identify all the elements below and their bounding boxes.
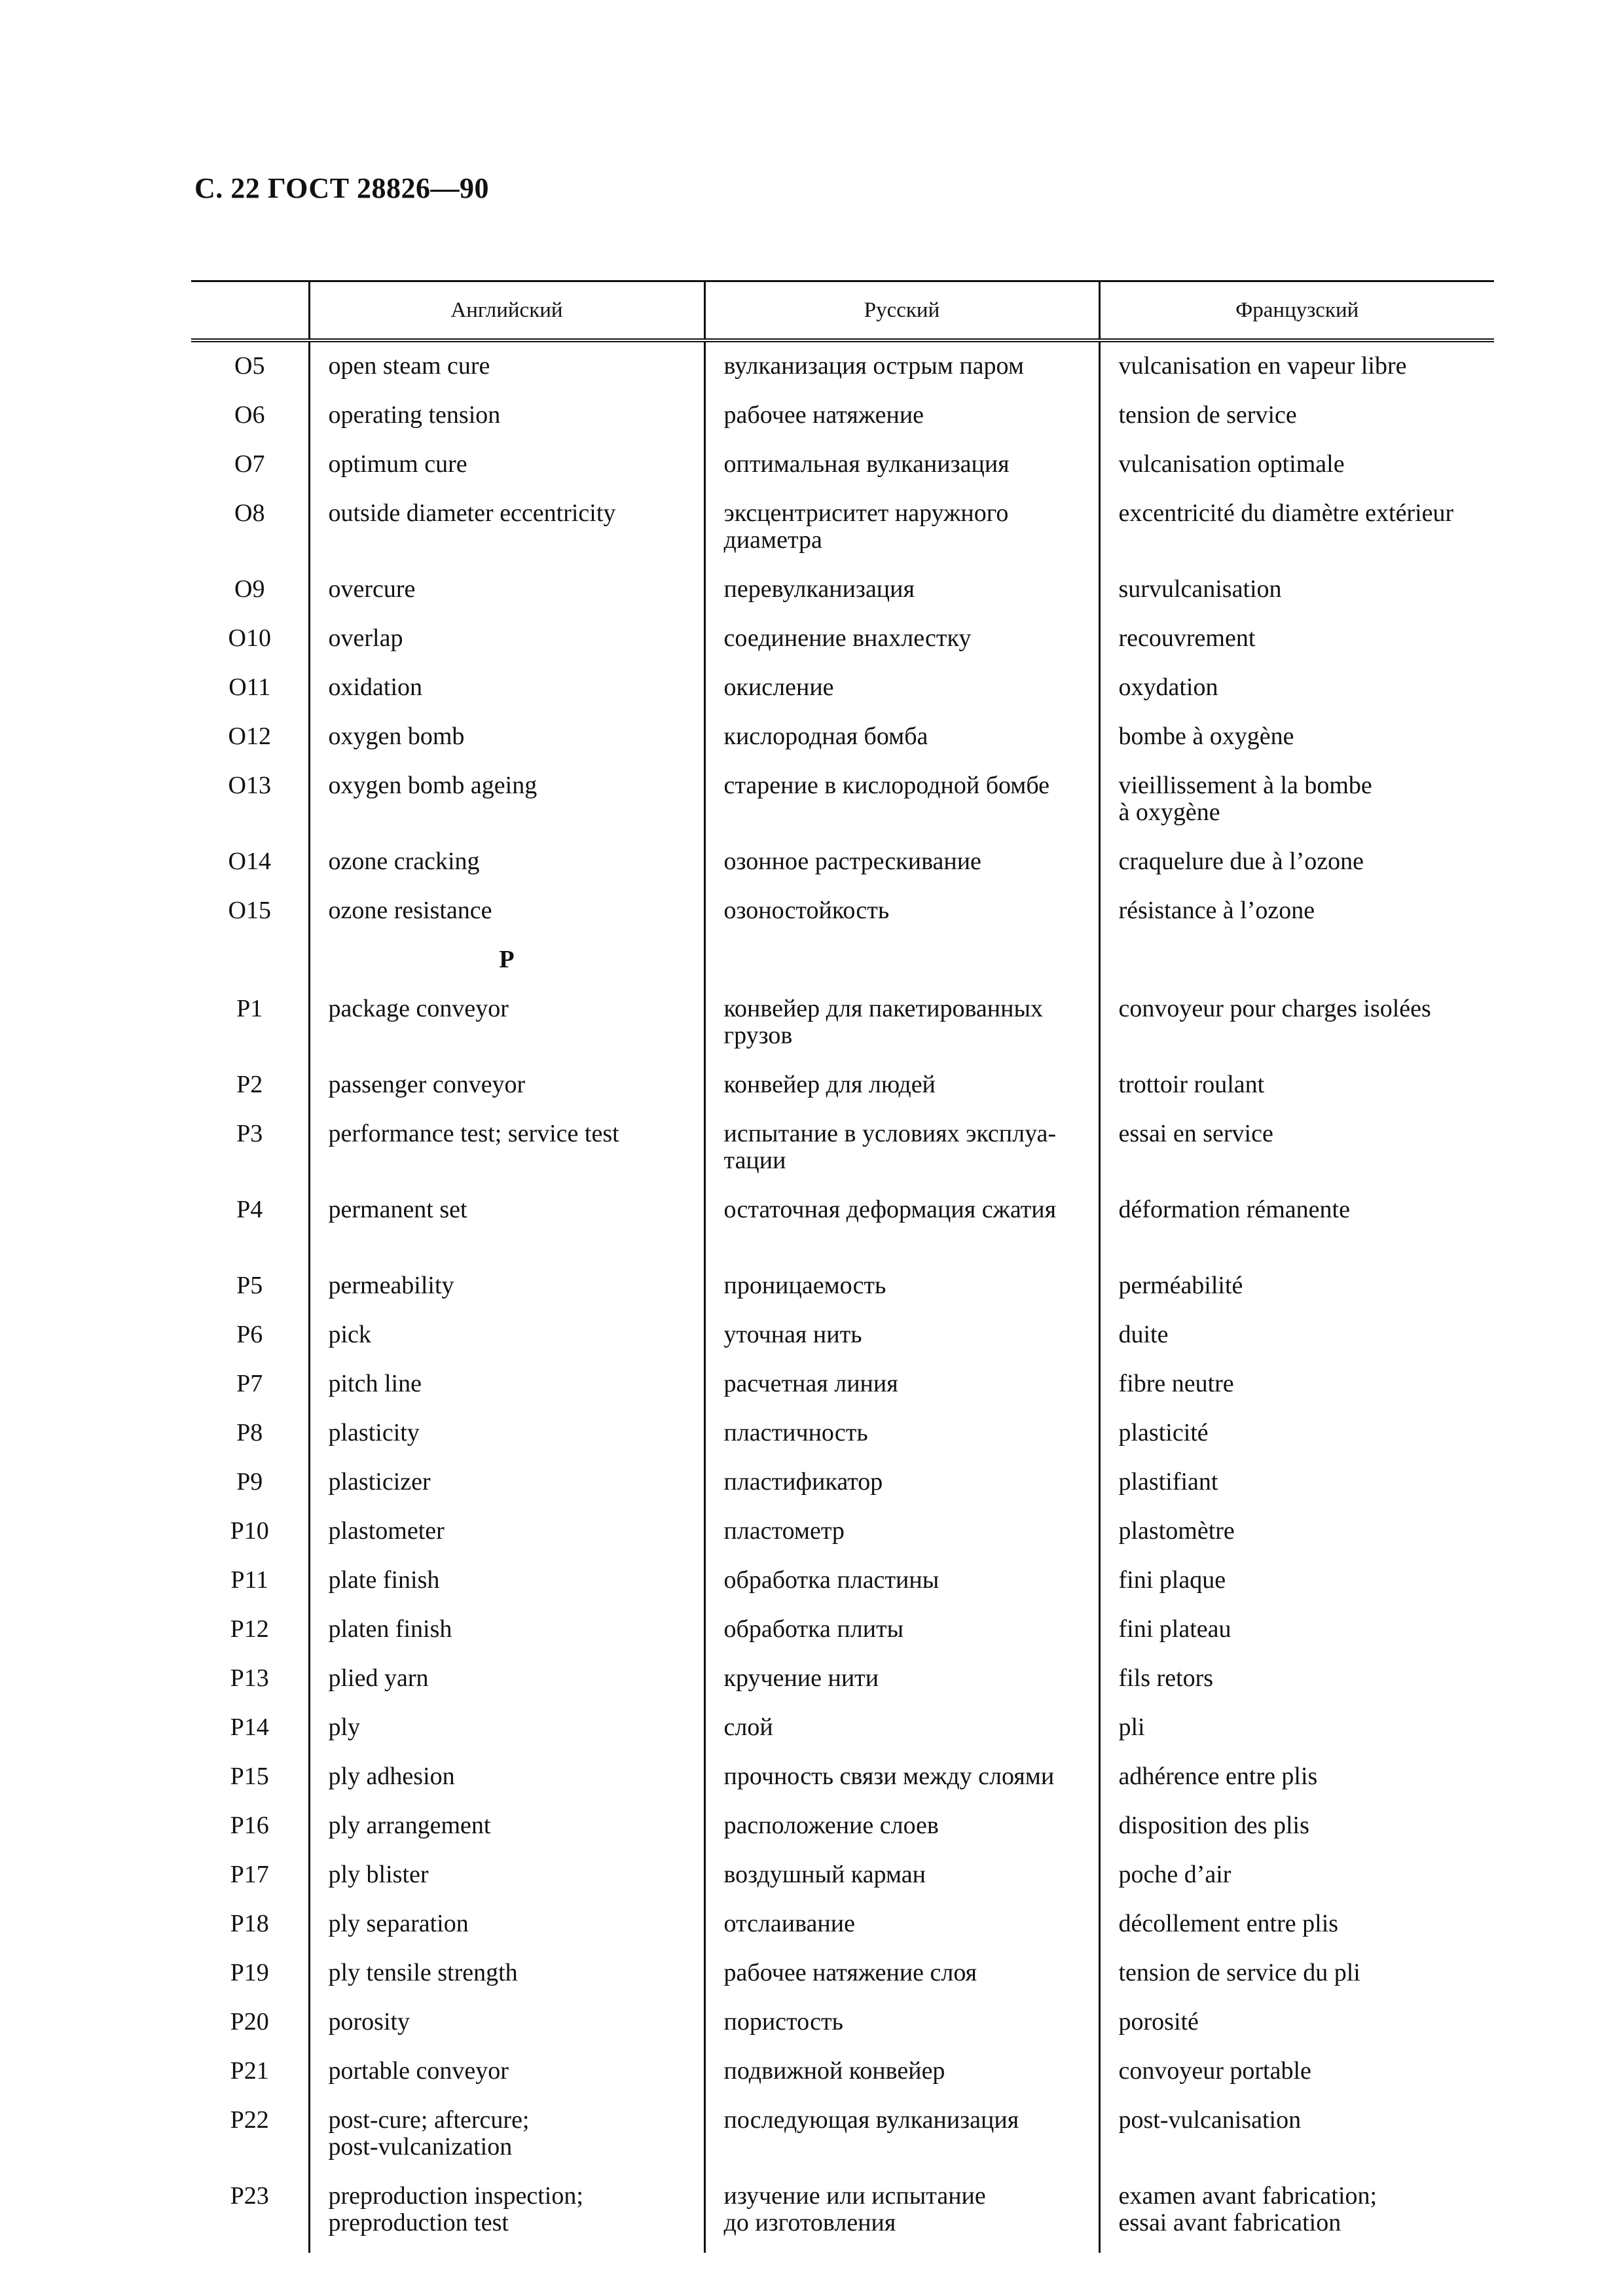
term-french: poche d’air <box>1099 1856 1494 1905</box>
term-code: O15 <box>228 897 271 924</box>
term-english: operating tension <box>309 396 704 445</box>
table-row <box>191 1463 1494 1512</box>
section-code-cell <box>191 941 309 990</box>
term-russian: рабочее натяжение слоя <box>704 1954 1099 2003</box>
term-french: oxydation <box>1099 668 1494 717</box>
term-french: fini plateau <box>1099 1610 1494 1659</box>
term-french: pli <box>1099 1708 1494 1757</box>
table-row <box>191 1757 1494 1806</box>
term-french: fils retors <box>1099 1659 1494 1708</box>
table-row <box>191 1191 1494 1266</box>
term-english: ozone cracking <box>309 842 704 891</box>
term-russian: пористость <box>704 2003 1099 2052</box>
term-russian: пластичность <box>704 1414 1099 1463</box>
term-english: ply tensile strength <box>309 1954 704 2003</box>
term-english: ply arrangement <box>309 1806 704 1856</box>
table-row <box>191 340 1494 396</box>
term-code: O11 <box>228 673 271 701</box>
table-row <box>191 1905 1494 1954</box>
table-row <box>191 1512 1494 1561</box>
term-code: P13 <box>230 1664 269 1692</box>
term-french: duite <box>1099 1316 1494 1365</box>
table-row <box>191 2052 1494 2101</box>
term-french: déformation rémanente <box>1099 1191 1494 1266</box>
table-row <box>191 494 1494 570</box>
term-english: outside diameter eccentricity <box>309 494 704 570</box>
table-row <box>191 766 1494 842</box>
term-french: trottoir roulant <box>1099 1066 1494 1115</box>
table-row <box>191 1561 1494 1610</box>
term-french: excentricité du diamètre extérieur <box>1099 494 1494 570</box>
term-english: preproduction inspection; preproduction test <box>309 2177 704 2253</box>
term-russian: подвижной конвейер <box>704 2052 1099 2101</box>
term-code: O13 <box>228 772 271 799</box>
term-english: overlap <box>309 619 704 668</box>
term-french: convoyeur pour charges isolées <box>1099 990 1494 1066</box>
term-code: P17 <box>230 1861 269 1888</box>
term-french: fini plaque <box>1099 1561 1494 1610</box>
terms-table <box>191 280 1494 2253</box>
table-row <box>191 2003 1494 2052</box>
term-russian: уточная нить <box>704 1316 1099 1365</box>
term-code: P11 <box>230 1566 269 1594</box>
term-french: plasticité <box>1099 1414 1494 1463</box>
table-row <box>191 1610 1494 1659</box>
column-header-russian: Русский <box>704 281 1099 341</box>
term-russian: испытание в условиях эксплуа- тации <box>704 1115 1099 1191</box>
term-english: pitch line <box>309 1365 704 1414</box>
term-english: ply separation <box>309 1905 704 1954</box>
term-russian: расчетная линия <box>704 1365 1099 1414</box>
term-russian: соединение внахлестку <box>704 619 1099 668</box>
term-code: P15 <box>230 1763 269 1790</box>
term-code: P5 <box>236 1272 263 1299</box>
term-russian: проницаемость <box>704 1266 1099 1316</box>
term-russian: рабочее натяжение <box>704 396 1099 445</box>
term-russian: вулканизация острым паром <box>704 340 1099 396</box>
table-row <box>191 1316 1494 1365</box>
term-russian: конвейер для людей <box>704 1066 1099 1115</box>
term-code: P2 <box>236 1071 263 1098</box>
term-english: permeability <box>309 1266 704 1316</box>
term-english: oxygen bomb <box>309 717 704 766</box>
term-english: portable conveyor <box>309 2052 704 2101</box>
term-code: P19 <box>230 1959 269 1986</box>
term-russian: конвейер для пакетированных грузов <box>704 990 1099 1066</box>
table-row <box>191 396 1494 445</box>
table-row <box>191 1066 1494 1115</box>
table-row <box>191 1659 1494 1708</box>
term-french: porosité <box>1099 2003 1494 2052</box>
term-code: P20 <box>230 2008 269 2036</box>
term-french: essai en service <box>1099 1115 1494 1191</box>
term-russian: перевулканизация <box>704 570 1099 619</box>
term-french: examen avant fabrication; essai avant fabrication <box>1099 2177 1494 2253</box>
section-letter: P <box>309 941 704 990</box>
table-row <box>191 842 1494 891</box>
term-code: P18 <box>230 1910 269 1937</box>
term-french: perméabilité <box>1099 1266 1494 1316</box>
term-russian: оптимальная вулканизация <box>704 445 1099 494</box>
term-french: post-vulcanisation <box>1099 2101 1494 2177</box>
term-code: O6 <box>234 401 265 429</box>
table-row <box>191 1806 1494 1856</box>
table-row <box>191 1414 1494 1463</box>
table-row <box>191 717 1494 766</box>
term-french: survulcanisation <box>1099 570 1494 619</box>
table-row <box>191 1954 1494 2003</box>
term-russian: слой <box>704 1708 1099 1757</box>
term-russian: последующая вулканизация <box>704 2101 1099 2177</box>
section-ru-cell <box>704 941 1099 990</box>
term-russian: старение в кислородной бомбе <box>704 766 1099 842</box>
term-code: O10 <box>228 624 271 652</box>
column-header-code <box>191 281 309 341</box>
section-letter-row <box>191 941 1494 990</box>
column-header-french: Французский <box>1099 281 1494 341</box>
term-english: plasticizer <box>309 1463 704 1512</box>
table-row <box>191 619 1494 668</box>
table-row <box>191 2101 1494 2177</box>
term-code: P23 <box>230 2182 269 2210</box>
term-russian: кислородная бомба <box>704 717 1099 766</box>
section-fr-cell <box>1099 941 1494 990</box>
term-code: P21 <box>230 2057 269 2085</box>
terms-table-body <box>191 340 1494 2253</box>
term-code: O8 <box>234 499 265 527</box>
term-code: O9 <box>234 575 265 603</box>
term-french: convoyeur portable <box>1099 2052 1494 2101</box>
term-code: P22 <box>230 2106 269 2134</box>
term-russian: отслаивание <box>704 1905 1099 1954</box>
term-code: P7 <box>236 1370 263 1397</box>
term-english: plastometer <box>309 1512 704 1561</box>
term-english: ply adhesion <box>309 1757 704 1806</box>
term-code: O14 <box>228 848 271 875</box>
term-russian: эксцентриситет наружного диаметра <box>704 494 1099 570</box>
term-english: oxidation <box>309 668 704 717</box>
term-russian: пластометр <box>704 1512 1099 1561</box>
table-row <box>191 1266 1494 1316</box>
term-english: platen finish <box>309 1610 704 1659</box>
term-code: O5 <box>234 352 265 380</box>
table-row <box>191 1708 1494 1757</box>
term-english: ozone resistance <box>309 891 704 941</box>
page-header: С. 22 ГОСТ 28826—90 <box>194 172 490 204</box>
term-english: performance test; service test <box>309 1115 704 1191</box>
table-row <box>191 1856 1494 1905</box>
term-code: P4 <box>236 1196 263 1223</box>
table-row <box>191 1115 1494 1191</box>
term-russian: расположение слоев <box>704 1806 1099 1856</box>
column-header-english: Английский <box>309 281 704 341</box>
term-french: vieillissement à la bombe à oxygène <box>1099 766 1494 842</box>
term-code: P12 <box>230 1615 269 1643</box>
term-russian: обработка плиты <box>704 1610 1099 1659</box>
term-code: P9 <box>236 1468 263 1496</box>
term-russian: озоностойкость <box>704 891 1099 941</box>
term-russian: обработка пластины <box>704 1561 1099 1610</box>
term-russian: пластификатор <box>704 1463 1099 1512</box>
table-row <box>191 990 1494 1066</box>
term-code: P16 <box>230 1812 269 1839</box>
term-french: fibre neutre <box>1099 1365 1494 1414</box>
term-english: oxygen bomb ageing <box>309 766 704 842</box>
term-french: décollement entre plis <box>1099 1905 1494 1954</box>
term-french: tension de service <box>1099 396 1494 445</box>
term-english: open steam cure <box>309 340 704 396</box>
term-french: plastomètre <box>1099 1512 1494 1561</box>
term-code: P3 <box>236 1120 263 1147</box>
table-row <box>191 668 1494 717</box>
term-french: vulcanisation en vapeur libre <box>1099 340 1494 396</box>
term-english: overcure <box>309 570 704 619</box>
term-code: O12 <box>228 723 271 750</box>
term-french: vulcanisation optimale <box>1099 445 1494 494</box>
term-russian: озонное растрескивание <box>704 842 1099 891</box>
term-english: passenger conveyor <box>309 1066 704 1115</box>
term-russian: остаточная деформация сжатия <box>704 1191 1099 1266</box>
term-code: P1 <box>236 995 263 1022</box>
term-russian: окисление <box>704 668 1099 717</box>
term-english: post-cure; aftercure; post-vulcanization <box>309 2101 704 2177</box>
term-code: P6 <box>236 1321 263 1348</box>
term-english: ply blister <box>309 1856 704 1905</box>
term-english: plasticity <box>309 1414 704 1463</box>
term-code: O7 <box>234 450 265 478</box>
term-code: P10 <box>230 1517 269 1545</box>
table-row <box>191 891 1494 941</box>
term-code: P8 <box>236 1419 263 1446</box>
term-french: bombe à oxygène <box>1099 717 1494 766</box>
term-russian: прочность связи между слоями <box>704 1757 1099 1806</box>
term-english: optimum cure <box>309 445 704 494</box>
term-french: plastifiant <box>1099 1463 1494 1512</box>
term-english: pick <box>309 1316 704 1365</box>
table-header-row <box>191 281 1494 341</box>
table-row <box>191 2177 1494 2253</box>
term-french: recouvrement <box>1099 619 1494 668</box>
table-row <box>191 1365 1494 1414</box>
term-english: package conveyor <box>309 990 704 1066</box>
term-russian: воздушный карман <box>704 1856 1099 1905</box>
term-english: porosity <box>309 2003 704 2052</box>
table-row <box>191 445 1494 494</box>
term-french: disposition des plis <box>1099 1806 1494 1856</box>
term-russian: изучение или испытание до изготовления <box>704 2177 1099 2253</box>
term-english: plied yarn <box>309 1659 704 1708</box>
term-french: craquelure due à l’ozone <box>1099 842 1494 891</box>
term-code: P14 <box>230 1713 269 1741</box>
term-english: plate finish <box>309 1561 704 1610</box>
term-english: permanent set <box>309 1191 704 1266</box>
term-french: tension de service du pli <box>1099 1954 1494 2003</box>
table-row <box>191 570 1494 619</box>
term-russian: кручение нити <box>704 1659 1099 1708</box>
term-french: adhérence entre plis <box>1099 1757 1494 1806</box>
term-english: ply <box>309 1708 704 1757</box>
term-french: résistance à l’ozone <box>1099 891 1494 941</box>
